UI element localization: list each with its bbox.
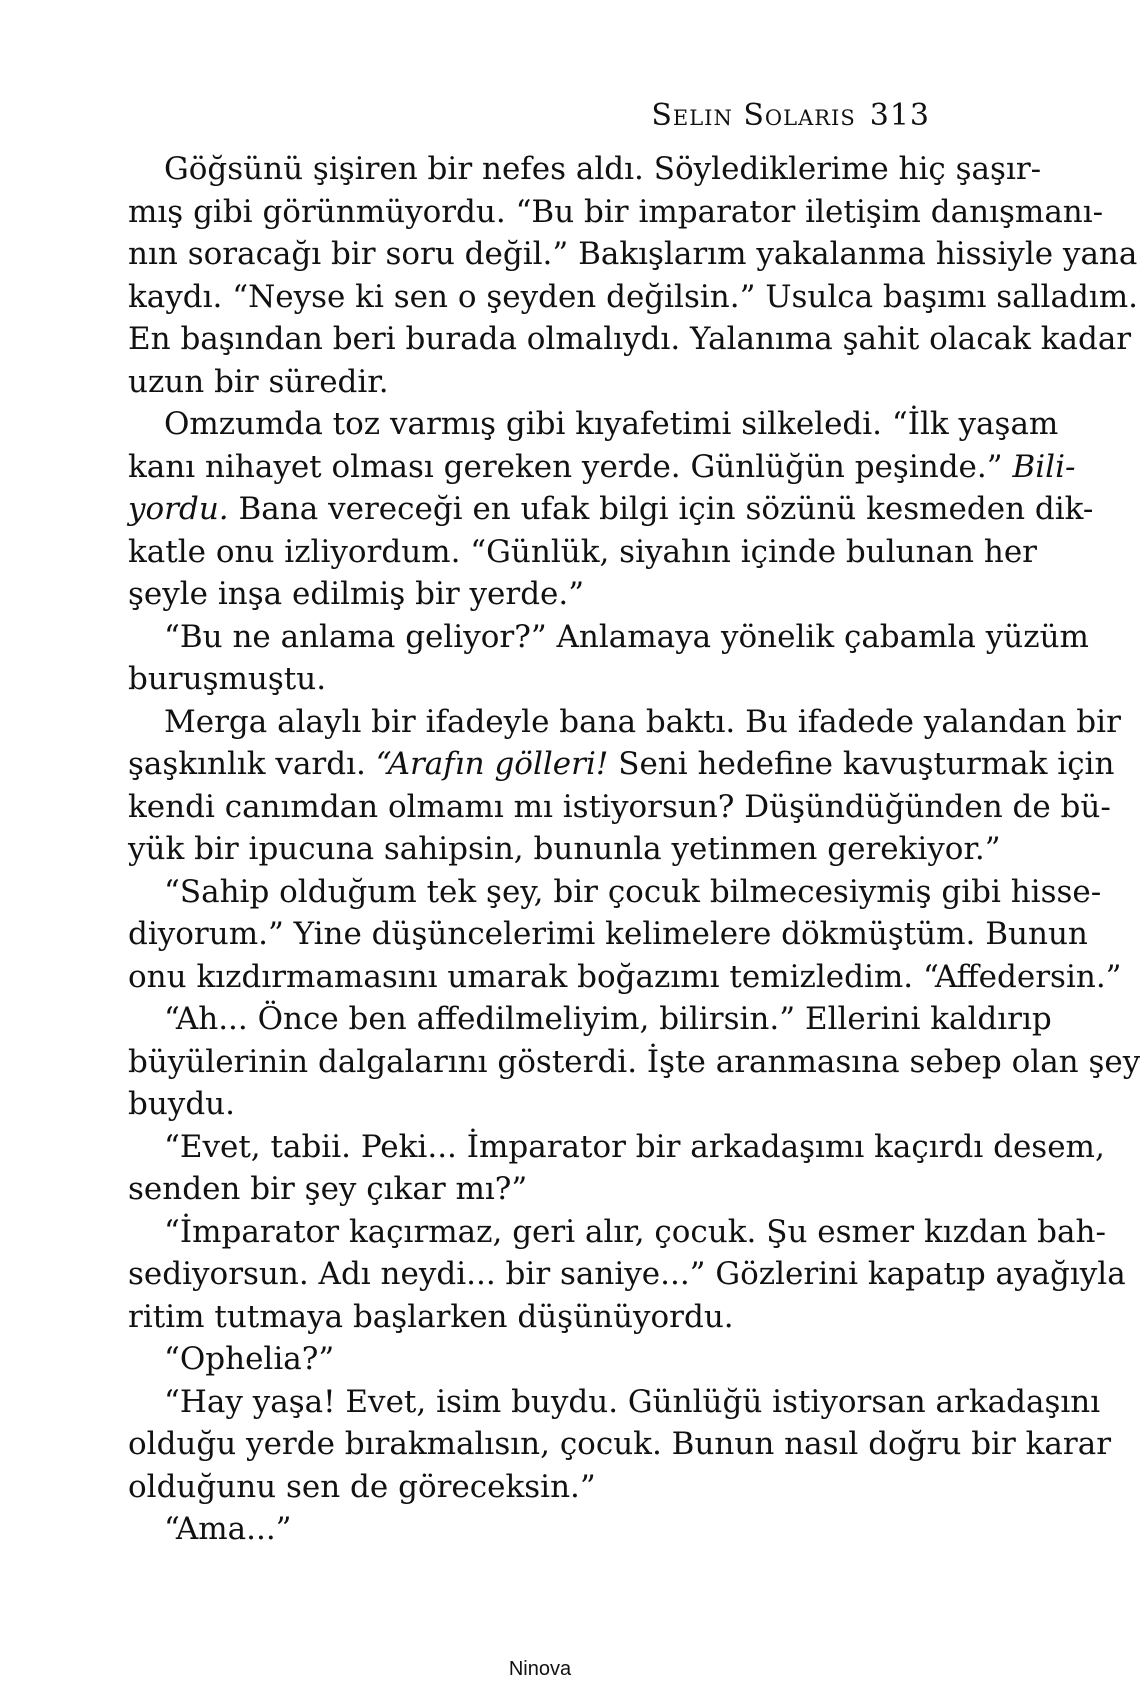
text-line: Omzumda toz varmış gibi kıyafetimi silkeledi. “İlk yaşam [164,406,1059,442]
text-line: kendi canımdan olmamı mı istiyorsun? Düşündüğünden de bü- [128,788,1111,825]
running-header [651,98,930,133]
text-line: mış gibi görünmüyordu. “Bu bir imparator iletişim danışmanı- [128,193,1104,230]
text-line: ritim tutmaya başlarken düşünüyordu. [128,1298,734,1335]
page-number: 313 [869,98,930,133]
text-line: katle onu izliyordum. “Günlük, siyahın içinde bulunan her [128,533,1037,570]
text-line: “Hay yaşa! Evet, isim buydu. Günlüğü istiyorsan arkadaşını [164,1383,1101,1420]
text-line: kanı nihayet olması gereken yerde. Günlüğün peşinde.” Bili- [128,448,1076,485]
italic-phrase: “Arafın gölleri! [375,746,609,782]
text-line: olduğu yerde bırakmalısın, çocuk. Bunun nasıl doğru bir karar [128,1426,1112,1462]
running-title: Selin Solaris [651,98,856,133]
text-line: kaydı. “Neyse ki sen o şeyden değilsin.” Usulca başımı salladım. [128,278,1138,315]
text-line: uzun bir süredir. [128,363,389,400]
text-line: nın soracağı bir soru değil.” Bakışlarım yakalanma hissiyle yana [128,236,1138,272]
text-line: “Ama...” [164,1511,292,1547]
text-line: “Evet, tabii. Peki... İmparator bir arkadaşımı kaçırdı desem, [164,1128,1105,1165]
text-line: şaşkınlık vardı. “Arafın gölleri! Seni hedefine kavuşturmak için [128,746,1115,782]
italic-phrase: Bili- [1012,448,1076,485]
text-line: “Sahip olduğum tek şey, bir çocuk bilmecesiymiş gibi hisse- [164,873,1102,910]
text-line: senden bir şey çıkar mı?” [128,1171,528,1207]
text-line: “Bu ne anlama geliyor?” Anlamaya yönelik çabamla yüzüm [164,618,1089,655]
text-line: yordu. Bana vereceği en ufak bilgi için sözünü kesmeden dik- [128,491,1094,527]
text-line: En başından beri burada olmalıydı. Yalanıma şahit olacak kadar [128,321,1132,357]
text-line: “Ophelia?” [164,1341,335,1377]
text-line: “Ah... Önce ben affedilmeliyim, bilirsin.” Ellerini kaldırıp [164,1001,1052,1037]
text-line: buruşmuştu. [128,661,327,697]
text-line: buydu. [128,1086,235,1122]
text-line: yük bir ipucuna sahipsin, bununla yetinmen gerekiyor.” [128,831,1001,867]
text-line: “İmparator kaçırmaz, geri alır, çocuk. Şu esmer kızdan bah- [164,1213,1106,1250]
publisher-footer: Ninova [508,1658,572,1680]
body-text [128,148,1140,1551]
text-line: Merga alaylı bir ifadeyle bana baktı. Bu ifadede yalandan bir [164,703,1121,740]
text-line: Göğsünü şişiren bir nefes aldı. Söylediklerime hiç şaşır- [164,151,1042,187]
text-line: onu kızdırmamasını umarak boğazımı temizledim. “Affedersin.” [128,958,1122,995]
text-line: büyülerinin dalgalarını gösterdi. İşte aranmasına sebep olan şey [128,1043,1140,1080]
text-line: diyorum.” Yine düşüncelerimi kelimelere dökmüştüm. Bunun [128,916,1088,952]
text-line: şeyle inşa edilmiş bir yerde.” [128,576,585,612]
text-line: olduğunu sen de göreceksin.” [128,1468,596,1505]
italic-phrase: yordu. [128,491,229,527]
text-line: sediyorsun. Adı neydi... bir saniye...” Gözlerini kapatıp ayağıyla [128,1256,1126,1292]
